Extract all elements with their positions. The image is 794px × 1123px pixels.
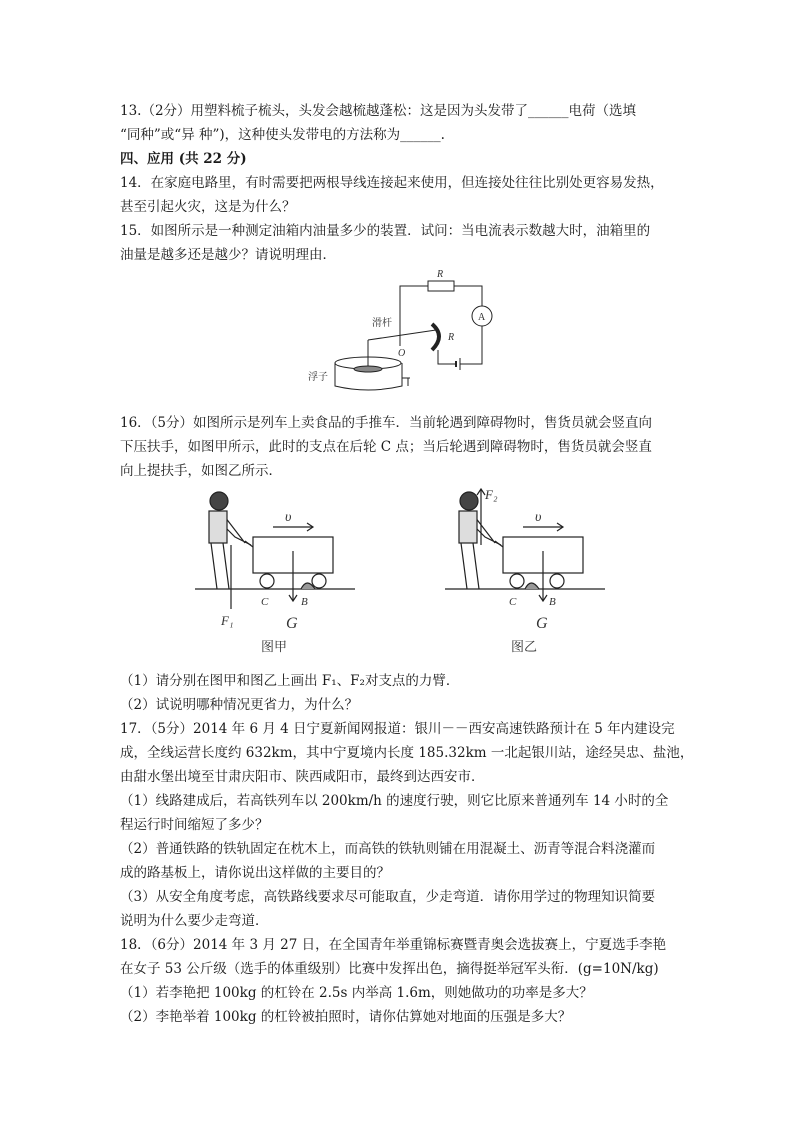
cart-figure-jia xyxy=(195,485,355,660)
rear-wheel xyxy=(260,574,274,588)
label-r0: R xyxy=(437,269,444,280)
pivot-rod xyxy=(368,330,436,340)
rear-wheel xyxy=(510,574,524,588)
q17-line-2: 成，全线运营长度约 632km，其中宁夏境内长度 185.32km 一北起银川站，途经吴忠、盐池， xyxy=(120,745,694,761)
circuit-wire-left xyxy=(400,286,428,346)
q18-sub-2: （2）李艳举着 100kg 的杠铃被拍照时，请你估算她对地面的压强是多大？ xyxy=(120,1009,572,1025)
q16-line-3: 向上提扶手，如图乙所示． xyxy=(120,463,282,479)
label-c: C xyxy=(509,596,517,608)
q17-sub-2b: 成的路基板上，请你说出这样做的主要目的？ xyxy=(120,865,390,881)
curved-resistor xyxy=(432,324,439,350)
label-g: G xyxy=(286,615,298,632)
label-c: C xyxy=(261,596,269,608)
front-wheel xyxy=(550,574,564,588)
label-rod: 滑杆 xyxy=(372,318,392,329)
caption-yi: 图乙 xyxy=(511,639,538,654)
q16-line-2: 下压扶手，如图甲所示，此时的支点在后轮 C 点；当后轮遇到障碍物时，售货员就会竖直 xyxy=(120,439,652,455)
cart-handle xyxy=(245,541,253,547)
q18-line-2: 在女子 53 公斤级（选手的体重级别）比赛中发挥出色，摘得挺举冠军头衔．(g=10N/kg) xyxy=(120,961,659,977)
q14-line-1: 14．在家庭电路里，有时需要把两根导线连接起来使用，但连接处往往比别处更容易发热， xyxy=(120,175,664,191)
label-g: G xyxy=(536,615,548,632)
q17-sub-1a: （1）线路建成后，若高铁列车以 200km/h 的速度行驶，则它比原来普通列车 14 小时的全 xyxy=(120,793,669,809)
q17-line-1: 17．（5分）2014 年 6 月 4 日宁夏新闻网报道：银川－－西安高速铁路预计在 5 年内建设完 xyxy=(120,721,675,737)
q16-line-1: 16．（5分）如图所示是列车上卖食品的手推车．当前轮遇到障碍物时，售货员就会竖直向 xyxy=(120,415,653,431)
q16-sub-2: （2）试说明哪种情况更省力，为什么？ xyxy=(120,697,359,713)
resistor-r0 xyxy=(428,281,454,291)
label-v: υ xyxy=(535,510,542,525)
circuit-wire-top-right xyxy=(454,286,482,306)
obstacle xyxy=(525,583,539,589)
label-b: B xyxy=(549,596,556,608)
label-pivot: O xyxy=(398,348,406,359)
label-b: B xyxy=(301,596,308,608)
label-v: υ xyxy=(285,510,292,525)
caption-jia: 图甲 xyxy=(261,639,288,654)
label-float: 浮子 xyxy=(308,372,328,383)
label-ammeter: A xyxy=(478,312,486,323)
person-torso xyxy=(459,511,477,543)
label-f2: F₂ xyxy=(485,487,498,502)
circuit-wire-bottom xyxy=(438,350,456,364)
cart-handle xyxy=(495,541,503,547)
label-r: R xyxy=(448,332,455,343)
person-head xyxy=(460,492,478,510)
q17-sub-3a: （3）从安全角度考虑，高铁路线要求尽可能取直，少走弯道．请你用学过的物理知识简要 xyxy=(120,889,656,905)
q18-line-1: 18．（6分）2014 年 3 月 27 日，在全国青年举重锦标赛暨青奥会选拔赛上，宁夏选手李艳 xyxy=(120,937,667,953)
cart-figure-yi xyxy=(445,485,605,660)
q18-sub-1: （1）若李艳把 100kg 的杠铃在 2.5s 内举高 1.6m，则她做功的功率是多大？ xyxy=(120,985,593,1001)
q16-sub-1: （1）请分别在图甲和图乙上画出 F₁、F₂对支点的力臂． xyxy=(120,673,460,689)
q17-sub-2a: （2）普通铁路的铁轨固定在枕木上，而高铁的铁轨则铺在用混凝土、沥青等混合料浇灌而 xyxy=(120,841,656,857)
person-head xyxy=(210,492,228,510)
q13-line-2: “同种”或“异 种”)，这种使头发带电的方法称为______. xyxy=(120,127,445,143)
q17-sub-3b: 说明为什么要少走弯道． xyxy=(120,913,269,929)
q17-line-3: 由甜水堡出境至甘肃庆阳市、陕西咸阳市，最终到达西安市． xyxy=(120,769,485,785)
q14-line-2: 甚至引起火灾，这是为什么？ xyxy=(120,199,296,215)
q15-line-2: 油量是越多还是越少？请说明理由． xyxy=(120,247,336,263)
person-torso xyxy=(209,511,227,543)
section-heading: 四、应用 (共 22 分) xyxy=(120,151,247,167)
oil-gauge-figure xyxy=(300,268,500,392)
q15-line-1: 15．如图所示是一种测定油箱内油量多少的装置．试问：当电流表示数越大时，油箱里的 xyxy=(120,223,651,239)
float xyxy=(354,366,382,372)
circuit-wire-right xyxy=(460,326,482,364)
q13-line-1: 13.（2分）用塑料梳子梳头，头发会越梳越蓬松：这是因为头发带了______电荷（选填 xyxy=(120,103,637,119)
front-wheel xyxy=(312,574,326,588)
q17-sub-1b: 程运行时间缩短了多少？ xyxy=(120,817,269,833)
label-f1: F₁ xyxy=(221,613,234,628)
